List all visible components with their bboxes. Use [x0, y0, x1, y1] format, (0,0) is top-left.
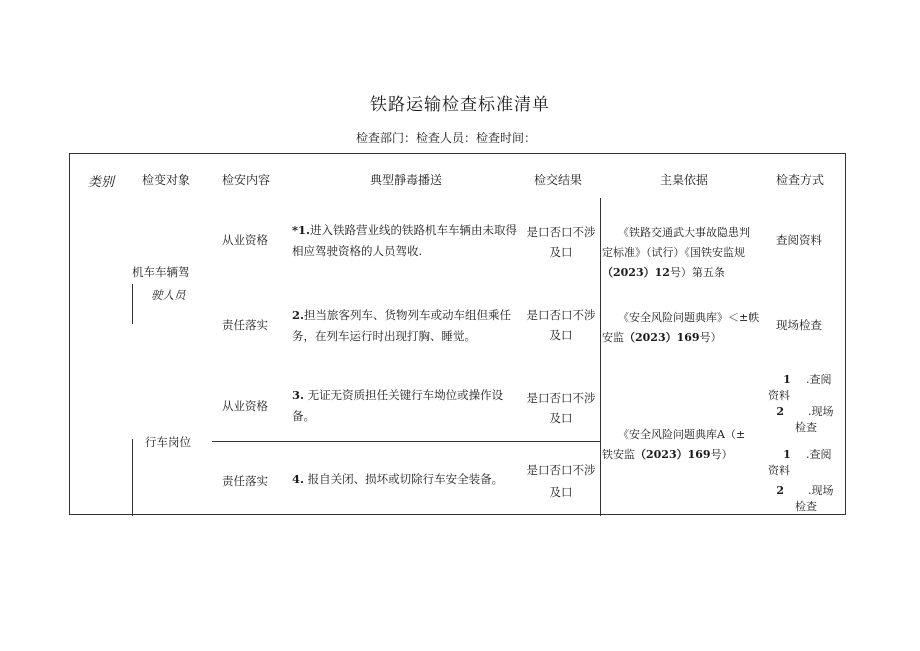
basis-1-doc-number: （2023）12: [602, 266, 670, 279]
basis-3-line2-rest: 号）: [710, 448, 733, 461]
row4-method-num2: 2: [776, 484, 784, 497]
row3-method: [768, 372, 844, 436]
header-basis: 主臬依据: [660, 173, 709, 187]
group-label-train-post: 行车岗位: [145, 435, 191, 449]
row4-method-item1: .查阅: [806, 448, 832, 461]
row3-result-options: 是口否口不涉: [526, 391, 596, 405]
row2-method: 现场检查: [776, 318, 822, 332]
row4-number: 4.: [292, 472, 305, 486]
group-label-driver-cont: 驶人员: [151, 288, 186, 302]
column-divider-object: [132, 284, 133, 324]
basis-2-line2-rest: 号）: [699, 331, 722, 344]
header-content: 检安内容: [222, 173, 271, 187]
row4-text: 报自关闭、损坏或切除行车安全装备。: [307, 472, 504, 486]
page-title: 铁路运输检查标准清单: [370, 95, 550, 115]
row3-result: [522, 388, 600, 428]
row-divider-group2: [212, 441, 600, 442]
row2-result: [522, 305, 600, 345]
basis-2-doc-number: （2023）169: [624, 331, 700, 344]
header-method: 检查方式: [776, 173, 825, 187]
row3-text: 无证无资质担任关键行车坳位或操作设备。: [292, 388, 504, 423]
column-divider-object-2: [132, 439, 133, 516]
row3-method-item1-cont: 资料: [768, 389, 790, 402]
row4-content: 责任落实: [222, 474, 268, 488]
row4-result-na: 及口: [549, 485, 573, 499]
header-category: 类别: [88, 175, 115, 190]
basis-3: [602, 425, 745, 465]
basis-2: [602, 308, 759, 348]
row3-method-item1: .查阅: [806, 373, 832, 386]
row3-description: [292, 385, 522, 427]
basis-2-line2-pre: 安监: [602, 331, 624, 344]
row4-method-item2: .现场: [808, 484, 834, 497]
inspection-meta-line: 检查部门：检查人员：检查时间：: [356, 131, 537, 145]
basis-1: [602, 223, 750, 283]
row2-result-options: 是口否口不涉: [526, 308, 596, 322]
group-label-driver: 机车车辆驾: [132, 265, 190, 279]
row3-result-na: 及口: [549, 411, 573, 425]
row3-number: 3.: [292, 388, 305, 402]
row1-result-options: 是口否口不涉: [526, 225, 596, 239]
row2-number: 2.: [292, 308, 305, 322]
basis-2-line1: 《安全风险问题典库》＜±帙: [618, 311, 760, 324]
basis-3-line1: 《安全风险问题典库A（±: [618, 428, 746, 441]
row4-description: [292, 469, 522, 490]
row3-method-item2: .现场: [808, 405, 834, 418]
basis-1-line1: 《铁路交通武大事故隐患判: [618, 226, 750, 239]
basis-3-doc-number: （2023）169: [635, 448, 711, 461]
column-divider-basis: [600, 198, 601, 516]
row1-text: 进入铁路营业线的铁路机车车辆由未取得相应驾驶资格的人员驾收.: [292, 223, 518, 258]
row4-method-item1-cont: 资料: [768, 464, 790, 477]
row4-result-options: 是口否口不涉: [526, 463, 596, 477]
basis-3-line2-pre: 铁安监: [602, 448, 635, 461]
header-result: 检交结果: [534, 173, 583, 187]
row2-description: [292, 305, 522, 347]
row1-content: 从业资格: [222, 233, 268, 247]
row1-description: [292, 220, 522, 262]
row3-content: 从业资格: [222, 399, 268, 413]
row4-result: [522, 459, 600, 503]
row1-method: 查阅资料: [776, 233, 822, 247]
basis-1-line2: 定标准》（试行）《国铁安监规: [602, 246, 745, 259]
header-description: 典型靜毒播送: [370, 173, 443, 187]
row1-number: *1.: [292, 223, 311, 237]
row3-method-num2: 2: [776, 405, 784, 418]
basis-1-article: 号）第五条: [669, 266, 725, 279]
row2-content: 责任落实: [222, 318, 268, 332]
header-object: 检变对象: [142, 173, 191, 187]
row4-method-item2-cont: 检查: [795, 500, 817, 513]
row2-result-na: 及口: [549, 328, 573, 342]
row3-method-num1: 1: [783, 373, 791, 386]
row1-result: [522, 222, 600, 262]
row1-result-na: 及口: [549, 245, 573, 259]
row3-method-item2-cont: 检查: [795, 421, 817, 434]
row4-method: [768, 447, 844, 515]
row2-text: 担当旅客列车、货物列车或动车组但乘任务，在列车运行时出现打胸、睡觉。: [292, 308, 512, 343]
row4-method-num1: 1: [783, 448, 791, 461]
